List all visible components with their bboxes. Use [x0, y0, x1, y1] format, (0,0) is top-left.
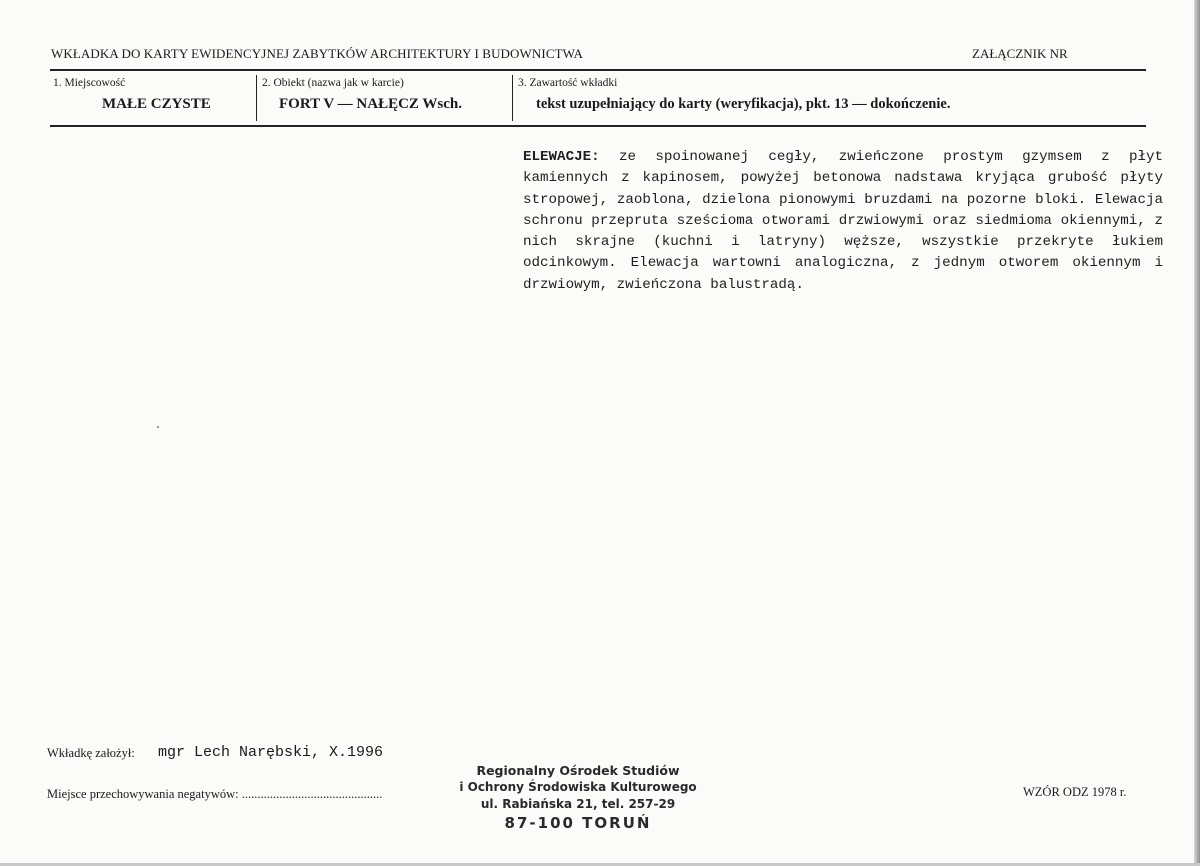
scan-speck — [157, 426, 159, 428]
form-title: WKŁADKA DO KARTY EWIDENCYJNEJ ZABYTKÓW ARCHITEKTURY I BUDOWNICTWA — [51, 46, 584, 61]
header-rule-top — [50, 69, 1146, 71]
stamp-line-3: ul. Rabiańska 21, tel. 257-29 — [480, 797, 676, 811]
stamp-line-1: Regionalny Ośrodek Studiów — [476, 763, 680, 778]
negatives-location-label: Miejsce przechowywania negatywów: ............................................. — [47, 787, 383, 801]
elevations-heading: ELEWACJE: — [523, 149, 600, 165]
locality-value: MAŁE CZYSTE — [102, 96, 211, 112]
form-code: WZÓR ODZ 1978 r. — [1023, 785, 1127, 799]
locality-label: 1. Miejscowość — [53, 77, 126, 89]
card-edge-shadow — [1194, 0, 1200, 866]
stamp-line-4: 87-100 TORUŃ — [504, 814, 652, 832]
content-label: 3. Zawartość wkładki — [518, 77, 618, 89]
elevations-text: ze spoinowanej cegły, zwieńczone prostym gzymsem z płyt kamiennych z kapinosem, powyżej betonowa nadstawa kryjąca grubość płyty stropowej, zaoblona, dzielona pionowymi bruzdami na pozorne bloki. Elewacja schronu przepruta sześcioma otworami drzwiowymi oraz siedmioma okiennymi, z nich skrajne (kuchni i latryny) węższe, wszystkie przekryte łukiem odcinkowym. Elewacja wartowni analogiczna, z jednym otworem okiennym i drzwiowym, zwieńczona balustradą. — [523, 149, 1163, 293]
object-label: 2. Obiekt (nazwa jak w karcie) — [262, 77, 404, 89]
annex-label: ZAŁĄCZNIK NR — [972, 46, 1068, 61]
stamp-line-2: i Ochrony Środowiska Kulturowego — [459, 780, 697, 794]
elevations-description — [523, 147, 1163, 296]
founded-label: Wkładkę założył: — [47, 746, 135, 760]
field-divider-1 — [256, 75, 257, 121]
field-divider-2 — [512, 75, 513, 121]
founded-value: mgr Lech Narębski, X.1996 — [158, 744, 384, 761]
object-value: FORT V — NAŁĘCZ Wsch. — [279, 96, 462, 112]
header-rule-bottom — [50, 125, 1146, 127]
content-value: tekst uzupełniający do karty (weryfikacja), pkt. 13 — dokończenie. — [536, 96, 951, 112]
institution-stamp — [458, 762, 698, 833]
